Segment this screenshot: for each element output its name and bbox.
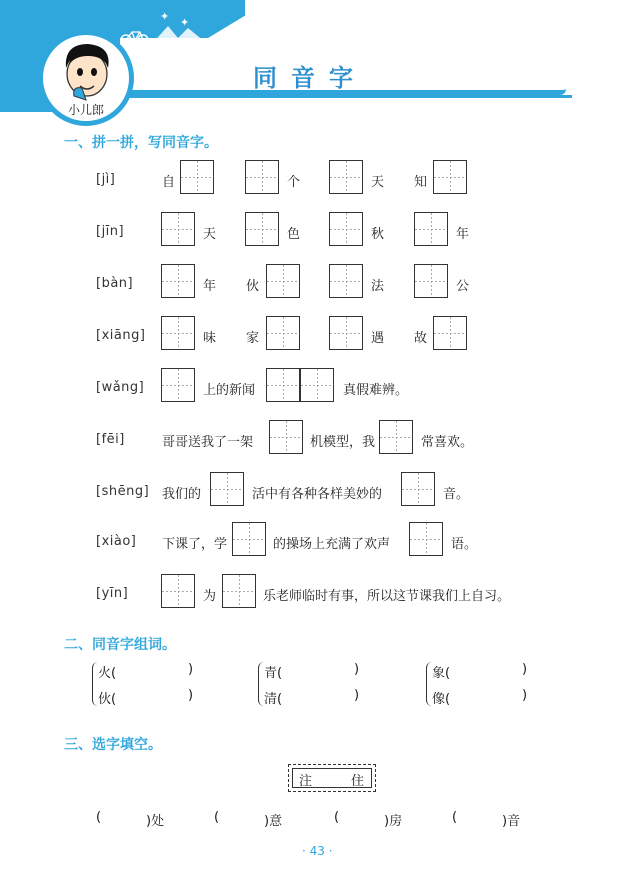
- writing-box[interactable]: [329, 316, 363, 350]
- group-item: 青(: [264, 666, 283, 681]
- open-paren: (: [96, 810, 102, 825]
- char-text: 真假难辨。: [343, 383, 409, 398]
- char-text: 个: [287, 175, 301, 190]
- writing-box[interactable]: [180, 160, 214, 194]
- section-title-2: 二、同音字组词。: [64, 637, 176, 653]
- sentence-text: 我们的: [162, 487, 202, 502]
- pinyin-label: [xiāng]: [96, 328, 146, 343]
- char-text: 公: [456, 279, 470, 294]
- writing-box[interactable]: [300, 368, 334, 402]
- pinyin-label: [shēng]: [96, 484, 150, 499]
- word-group: [258, 658, 368, 708]
- open-paren: (: [452, 810, 458, 825]
- writing-box[interactable]: [433, 316, 467, 350]
- sentence-text: 常喜欢。: [421, 435, 474, 450]
- char-text: 上的新闻: [203, 383, 256, 398]
- char-text: 故: [414, 331, 428, 346]
- open-paren: (: [214, 810, 220, 825]
- exercise-row: [0, 160, 638, 200]
- char-text: 知: [414, 175, 428, 190]
- header-underline: [120, 95, 572, 98]
- close-paren: ): [522, 688, 528, 703]
- char-text: 年: [203, 279, 217, 294]
- fill-blank-suffix[interactable]: )房: [384, 814, 403, 829]
- open-paren: (: [334, 810, 340, 825]
- exercise-row: [0, 522, 638, 562]
- writing-box[interactable]: [232, 522, 266, 556]
- choice-box: [288, 764, 376, 792]
- group-item: 火(: [98, 666, 117, 681]
- sentence-text: 哥哥送我了一架: [162, 435, 254, 450]
- pinyin-label: [xiào]: [96, 534, 137, 549]
- writing-box[interactable]: [245, 160, 279, 194]
- writing-box[interactable]: [329, 160, 363, 194]
- writing-box[interactable]: [161, 316, 195, 350]
- exercise-row: [0, 316, 638, 356]
- writing-box[interactable]: [414, 264, 448, 298]
- writing-box[interactable]: [401, 472, 435, 506]
- char-text: 天: [371, 175, 385, 190]
- exercise-row: [0, 264, 638, 304]
- section-title-1: 一、拼一拼，写同音字。: [64, 135, 218, 151]
- sentence-text: 活中有各种各样美妙的: [252, 487, 383, 502]
- char-text: 秋: [371, 227, 385, 242]
- char-text: 法: [371, 279, 385, 294]
- char-text: 年: [456, 227, 470, 242]
- char-text: 家: [246, 331, 260, 346]
- pinyin-label: [fēi]: [96, 432, 125, 447]
- fill-blank-suffix[interactable]: )音: [502, 814, 521, 829]
- char-text: 自: [162, 175, 176, 190]
- pinyin-label: [yīn]: [96, 586, 129, 601]
- pinyin-label: [jì]: [96, 172, 116, 187]
- char-text: 伙: [246, 279, 260, 294]
- sentence-text: 语。: [451, 537, 478, 552]
- fill-blank-suffix[interactable]: )意: [264, 814, 283, 829]
- pinyin-label: [bàn]: [96, 276, 134, 291]
- writing-box[interactable]: [210, 472, 244, 506]
- avatar-name: 小儿郎: [68, 103, 105, 117]
- avatar: [52, 38, 122, 108]
- exercise-row: [0, 368, 638, 408]
- sentence-text: 机模型，我: [310, 435, 376, 450]
- sentence-text: 为: [203, 589, 217, 604]
- sentence-text: 下课了，学: [162, 537, 228, 552]
- exercise-row: [0, 420, 638, 460]
- char-text: 色: [287, 227, 301, 242]
- char-text: 遇: [371, 331, 385, 346]
- star-icon: ✦: [160, 10, 170, 23]
- writing-box[interactable]: [329, 264, 363, 298]
- word-group: [92, 658, 202, 708]
- close-paren: ): [354, 662, 360, 677]
- choice-char: 住: [351, 774, 365, 789]
- sentence-text: 音。: [443, 487, 470, 502]
- writing-box[interactable]: [161, 368, 195, 402]
- writing-box[interactable]: [161, 264, 195, 298]
- writing-box[interactable]: [222, 574, 256, 608]
- bicycle-icon: [120, 28, 150, 46]
- char-text: 味: [203, 331, 217, 346]
- sentence-text: 的操场上充满了欢声: [273, 537, 391, 552]
- close-paren: ): [354, 688, 360, 703]
- writing-box[interactable]: [433, 160, 467, 194]
- group-item: 伙(: [98, 692, 117, 707]
- writing-box[interactable]: [266, 316, 300, 350]
- word-group: [426, 658, 536, 708]
- exercise-row: [0, 472, 638, 512]
- writing-box[interactable]: [269, 420, 303, 454]
- pinyin-label: [wǎng]: [96, 380, 145, 395]
- group-item: 像(: [432, 692, 451, 707]
- fill-blank-suffix[interactable]: )处: [146, 814, 165, 829]
- writing-box[interactable]: [266, 264, 300, 298]
- writing-box[interactable]: [329, 212, 363, 246]
- writing-box[interactable]: [266, 368, 300, 402]
- writing-box[interactable]: [379, 420, 413, 454]
- choice-char: 注: [299, 774, 313, 789]
- close-paren: ): [188, 688, 194, 703]
- group-item: 象(: [432, 666, 451, 681]
- close-paren: ): [188, 662, 194, 677]
- page-title: 同音字: [253, 64, 367, 92]
- exercise-row: [0, 212, 638, 252]
- exercise-row: [0, 574, 638, 614]
- group-item: 清(: [264, 692, 283, 707]
- pinyin-label: [jīn]: [96, 224, 125, 239]
- writing-box[interactable]: [414, 212, 448, 246]
- close-paren: ): [522, 662, 528, 677]
- writing-box[interactable]: [409, 522, 443, 556]
- char-text: 天: [203, 227, 217, 242]
- page-number: · 43 ·: [302, 844, 333, 858]
- section-title-3: 三、选字填空。: [64, 737, 162, 753]
- writing-box[interactable]: [245, 212, 279, 246]
- writing-box[interactable]: [161, 574, 195, 608]
- writing-box[interactable]: [161, 212, 195, 246]
- star-icon: ✦: [180, 16, 190, 29]
- sentence-text: 乐老师临时有事，所以这节课我们上自习。: [263, 589, 511, 604]
